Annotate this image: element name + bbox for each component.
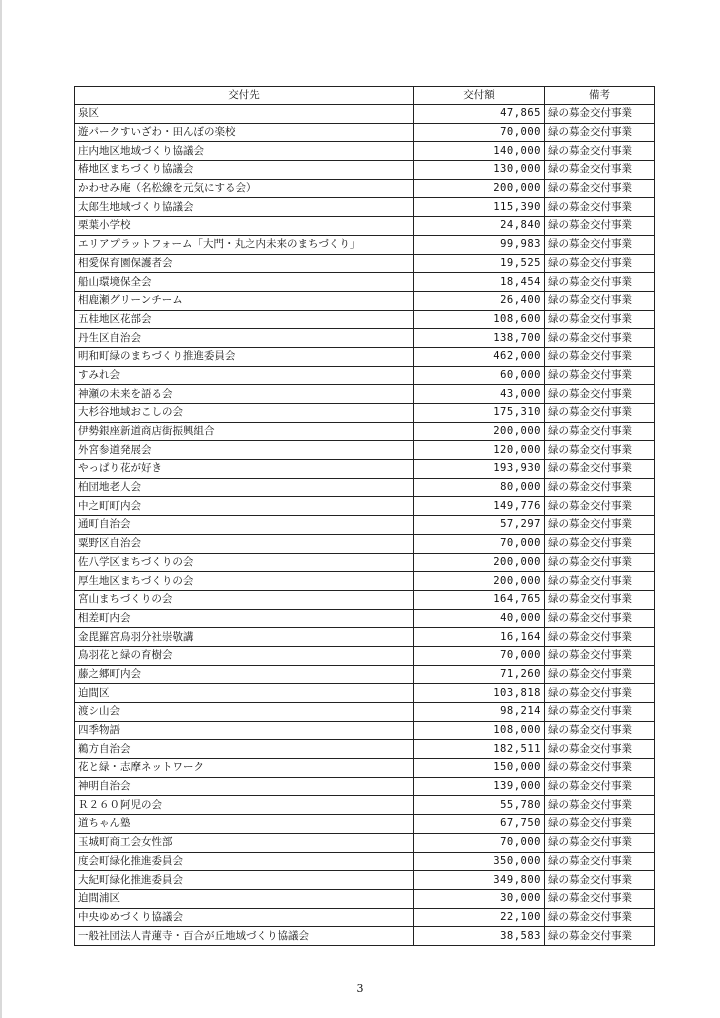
recipient-cell: 渡シ山会 — [75, 703, 414, 722]
table-row — [75, 217, 655, 236]
page-edge — [0, 0, 2, 1018]
amount-cell: 200,000 — [414, 422, 545, 441]
recipient-cell: 丹生区自治会 — [75, 329, 414, 348]
amount-cell: 22,100 — [414, 908, 545, 927]
amount-cell: 140,000 — [414, 142, 545, 161]
table-row — [75, 665, 655, 684]
amount-cell: 149,776 — [414, 497, 545, 516]
table-row — [75, 815, 655, 834]
recipient-cell: 五桂地区花部会 — [75, 310, 414, 329]
table-row — [75, 273, 655, 292]
table-row — [75, 740, 655, 759]
note-cell: 緑の募金交付事業 — [545, 908, 655, 927]
table-row — [75, 889, 655, 908]
recipient-cell: すみれ会 — [75, 366, 414, 385]
note-cell: 緑の募金交付事業 — [545, 329, 655, 348]
table-body — [75, 105, 655, 946]
header-amount: 交付額 — [414, 87, 545, 105]
amount-cell: 108,600 — [414, 310, 545, 329]
amount-cell: 71,260 — [414, 665, 545, 684]
note-cell: 緑の募金交付事業 — [545, 161, 655, 180]
amount-cell: 349,800 — [414, 871, 545, 890]
amount-cell: 26,400 — [414, 291, 545, 310]
recipient-cell: 宮山まちづくりの会 — [75, 590, 414, 609]
amount-cell: 462,000 — [414, 347, 545, 366]
recipient-cell: 船山環境保全会 — [75, 273, 414, 292]
note-cell: 緑の募金交付事業 — [545, 609, 655, 628]
table-row — [75, 123, 655, 142]
recipient-cell: 道ちゃん塾 — [75, 815, 414, 834]
table-row — [75, 871, 655, 890]
table-row — [75, 142, 655, 161]
amount-cell: 70,000 — [414, 646, 545, 665]
amount-cell: 130,000 — [414, 161, 545, 180]
recipient-cell: 相鹿瀬グリーンチーム — [75, 291, 414, 310]
amount-cell: 99,983 — [414, 235, 545, 254]
recipient-cell: 四季物語 — [75, 721, 414, 740]
recipient-cell: 神瀬の未来を語る会 — [75, 385, 414, 404]
note-cell: 緑の募金交付事業 — [545, 273, 655, 292]
note-cell: 緑の募金交付事業 — [545, 235, 655, 254]
note-cell: 緑の募金交付事業 — [545, 684, 655, 703]
recipient-cell: 中央ゆめづくり協議会 — [75, 908, 414, 927]
amount-cell: 200,000 — [414, 179, 545, 198]
note-cell: 緑の募金交付事業 — [545, 889, 655, 908]
table-row — [75, 852, 655, 871]
note-cell: 緑の募金交付事業 — [545, 759, 655, 778]
recipient-cell: 相差町内会 — [75, 609, 414, 628]
note-cell: 緑の募金交付事業 — [545, 198, 655, 217]
amount-cell: 350,000 — [414, 852, 545, 871]
recipient-cell: 通町自治会 — [75, 516, 414, 535]
table-row — [75, 329, 655, 348]
note-cell: 緑の募金交付事業 — [545, 366, 655, 385]
amount-cell: 120,000 — [414, 441, 545, 460]
table-row — [75, 590, 655, 609]
table-row — [75, 609, 655, 628]
note-cell: 緑の募金交付事業 — [545, 796, 655, 815]
amount-cell: 182,511 — [414, 740, 545, 759]
amount-cell: 200,000 — [414, 553, 545, 572]
table-row — [75, 478, 655, 497]
recipient-cell: 大杉谷地域おこしの会 — [75, 404, 414, 423]
note-cell: 緑の募金交付事業 — [545, 478, 655, 497]
amount-cell: 103,818 — [414, 684, 545, 703]
table-row — [75, 235, 655, 254]
table-row — [75, 497, 655, 516]
table-row — [75, 628, 655, 647]
note-cell: 緑の募金交付事業 — [545, 497, 655, 516]
recipient-cell: やっぱり花が好き — [75, 460, 414, 479]
table-row — [75, 460, 655, 479]
note-cell: 緑の募金交付事業 — [545, 217, 655, 236]
amount-cell: 150,000 — [414, 759, 545, 778]
note-cell: 緑の募金交付事業 — [545, 721, 655, 740]
recipient-cell: 太郎生地域づくり協議会 — [75, 198, 414, 217]
recipient-cell: 一般社団法人青蓮寺・百合が丘地域づくり協議会 — [75, 927, 414, 946]
recipient-cell: かわせみ庵（名松線を元気にする会） — [75, 179, 414, 198]
note-cell: 緑の募金交付事業 — [545, 291, 655, 310]
amount-cell: 55,780 — [414, 796, 545, 815]
recipient-cell: Ｒ２６０阿児の会 — [75, 796, 414, 815]
note-cell: 緑の募金交付事業 — [545, 534, 655, 553]
note-cell: 緑の募金交付事業 — [545, 404, 655, 423]
table-row — [75, 254, 655, 273]
recipient-cell: 迫間浦区 — [75, 889, 414, 908]
note-cell: 緑の募金交付事業 — [545, 740, 655, 759]
table-row — [75, 703, 655, 722]
recipient-cell: 鳥羽花と緑の育樹会 — [75, 646, 414, 665]
recipient-cell: 椿地区まちづくり協議会 — [75, 161, 414, 180]
recipient-cell: 厚生地区まちづくりの会 — [75, 572, 414, 591]
amount-cell: 47,865 — [414, 105, 545, 124]
amount-cell: 43,000 — [414, 385, 545, 404]
table-row — [75, 422, 655, 441]
recipient-cell: 中之町町内会 — [75, 497, 414, 516]
table-row — [75, 684, 655, 703]
recipient-cell: 相愛保育園保護者会 — [75, 254, 414, 273]
table-row — [75, 833, 655, 852]
amount-cell: 193,930 — [414, 460, 545, 479]
amount-cell: 57,297 — [414, 516, 545, 535]
amount-cell: 108,000 — [414, 721, 545, 740]
amount-cell: 24,840 — [414, 217, 545, 236]
table-row — [75, 759, 655, 778]
recipient-cell: 栗葉小学校 — [75, 217, 414, 236]
amount-cell: 18,454 — [414, 273, 545, 292]
recipient-cell: エリアプラットフォーム「大門・丸之内未来のまちづくり」 — [75, 235, 414, 254]
recipient-cell: 柏団地老人会 — [75, 478, 414, 497]
note-cell: 緑の募金交付事業 — [545, 347, 655, 366]
table-row — [75, 291, 655, 310]
amount-cell: 138,700 — [414, 329, 545, 348]
note-cell: 緑の募金交付事業 — [545, 927, 655, 946]
table-row — [75, 310, 655, 329]
recipient-cell: 度会町緑化推進委員会 — [75, 852, 414, 871]
table-row — [75, 366, 655, 385]
table-row — [75, 179, 655, 198]
note-cell: 緑の募金交付事業 — [545, 777, 655, 796]
note-cell: 緑の募金交付事業 — [545, 516, 655, 535]
header-note: 備考 — [545, 87, 655, 105]
recipient-cell: 遊パークすいざわ・田んぼの楽校 — [75, 123, 414, 142]
recipient-cell: 伊勢銀座新道商店街振興組合 — [75, 422, 414, 441]
note-cell: 緑の募金交付事業 — [545, 385, 655, 404]
recipient-cell: 佐八学区まちづくりの会 — [75, 553, 414, 572]
recipient-cell: 庄内地区地域づくり協議会 — [75, 142, 414, 161]
note-cell: 緑の募金交付事業 — [545, 422, 655, 441]
recipient-cell: 明和町緑のまちづくり推進委員会 — [75, 347, 414, 366]
amount-cell: 139,000 — [414, 777, 545, 796]
note-cell: 緑の募金交付事業 — [545, 646, 655, 665]
table-row — [75, 908, 655, 927]
table-row — [75, 404, 655, 423]
amount-cell: 67,750 — [414, 815, 545, 834]
note-cell: 緑の募金交付事業 — [545, 553, 655, 572]
recipient-cell: 藤之郷町内会 — [75, 665, 414, 684]
amount-cell: 98,214 — [414, 703, 545, 722]
recipient-cell: 外宮参道発展会 — [75, 441, 414, 460]
note-cell: 緑の募金交付事業 — [545, 254, 655, 273]
table-row — [75, 572, 655, 591]
amount-cell: 175,310 — [414, 404, 545, 423]
note-cell: 緑の募金交付事業 — [545, 833, 655, 852]
amount-cell: 30,000 — [414, 889, 545, 908]
table-row — [75, 534, 655, 553]
note-cell: 緑の募金交付事業 — [545, 179, 655, 198]
note-cell: 緑の募金交付事業 — [545, 460, 655, 479]
table-header-row — [75, 87, 655, 105]
note-cell: 緑の募金交付事業 — [545, 310, 655, 329]
grant-table — [74, 86, 655, 946]
note-cell: 緑の募金交付事業 — [545, 871, 655, 890]
table-row — [75, 441, 655, 460]
table-row — [75, 927, 655, 946]
amount-cell: 16,164 — [414, 628, 545, 647]
note-cell: 緑の募金交付事業 — [545, 572, 655, 591]
table-row — [75, 553, 655, 572]
table-row — [75, 646, 655, 665]
note-cell: 緑の募金交付事業 — [545, 105, 655, 124]
recipient-cell: 神明自治会 — [75, 777, 414, 796]
note-cell: 緑の募金交付事業 — [545, 852, 655, 871]
amount-cell: 40,000 — [414, 609, 545, 628]
page-number: 3 — [356, 982, 364, 995]
recipient-cell: 粟野区自治会 — [75, 534, 414, 553]
note-cell: 緑の募金交付事業 — [545, 590, 655, 609]
table-row — [75, 347, 655, 366]
note-cell: 緑の募金交付事業 — [545, 665, 655, 684]
amount-cell: 70,000 — [414, 123, 545, 142]
table-row — [75, 777, 655, 796]
note-cell: 緑の募金交付事業 — [545, 441, 655, 460]
recipient-cell: 泉区 — [75, 105, 414, 124]
table-row — [75, 105, 655, 124]
recipient-cell: 鵜方自治会 — [75, 740, 414, 759]
amount-cell: 80,000 — [414, 478, 545, 497]
table-row — [75, 161, 655, 180]
amount-cell: 115,390 — [414, 198, 545, 217]
table-row — [75, 516, 655, 535]
amount-cell: 70,000 — [414, 833, 545, 852]
recipient-cell: 大紀町緑化推進委員会 — [75, 871, 414, 890]
amount-cell: 164,765 — [414, 590, 545, 609]
note-cell: 緑の募金交付事業 — [545, 123, 655, 142]
table-row — [75, 385, 655, 404]
recipient-cell: 玉城町商工会女性部 — [75, 833, 414, 852]
note-cell: 緑の募金交付事業 — [545, 815, 655, 834]
note-cell: 緑の募金交付事業 — [545, 142, 655, 161]
recipient-cell: 金毘羅宮鳥羽分社崇敬講 — [75, 628, 414, 647]
note-cell: 緑の募金交付事業 — [545, 628, 655, 647]
note-cell: 緑の募金交付事業 — [545, 703, 655, 722]
amount-cell: 38,583 — [414, 927, 545, 946]
amount-cell: 60,000 — [414, 366, 545, 385]
table-row — [75, 796, 655, 815]
header-recipient: 交付先 — [75, 87, 414, 105]
amount-cell: 19,525 — [414, 254, 545, 273]
amount-cell: 70,000 — [414, 534, 545, 553]
recipient-cell: 迫間区 — [75, 684, 414, 703]
recipient-cell: 花と緑・志摩ネットワーク — [75, 759, 414, 778]
table-row — [75, 198, 655, 217]
table-row — [75, 721, 655, 740]
amount-cell: 200,000 — [414, 572, 545, 591]
